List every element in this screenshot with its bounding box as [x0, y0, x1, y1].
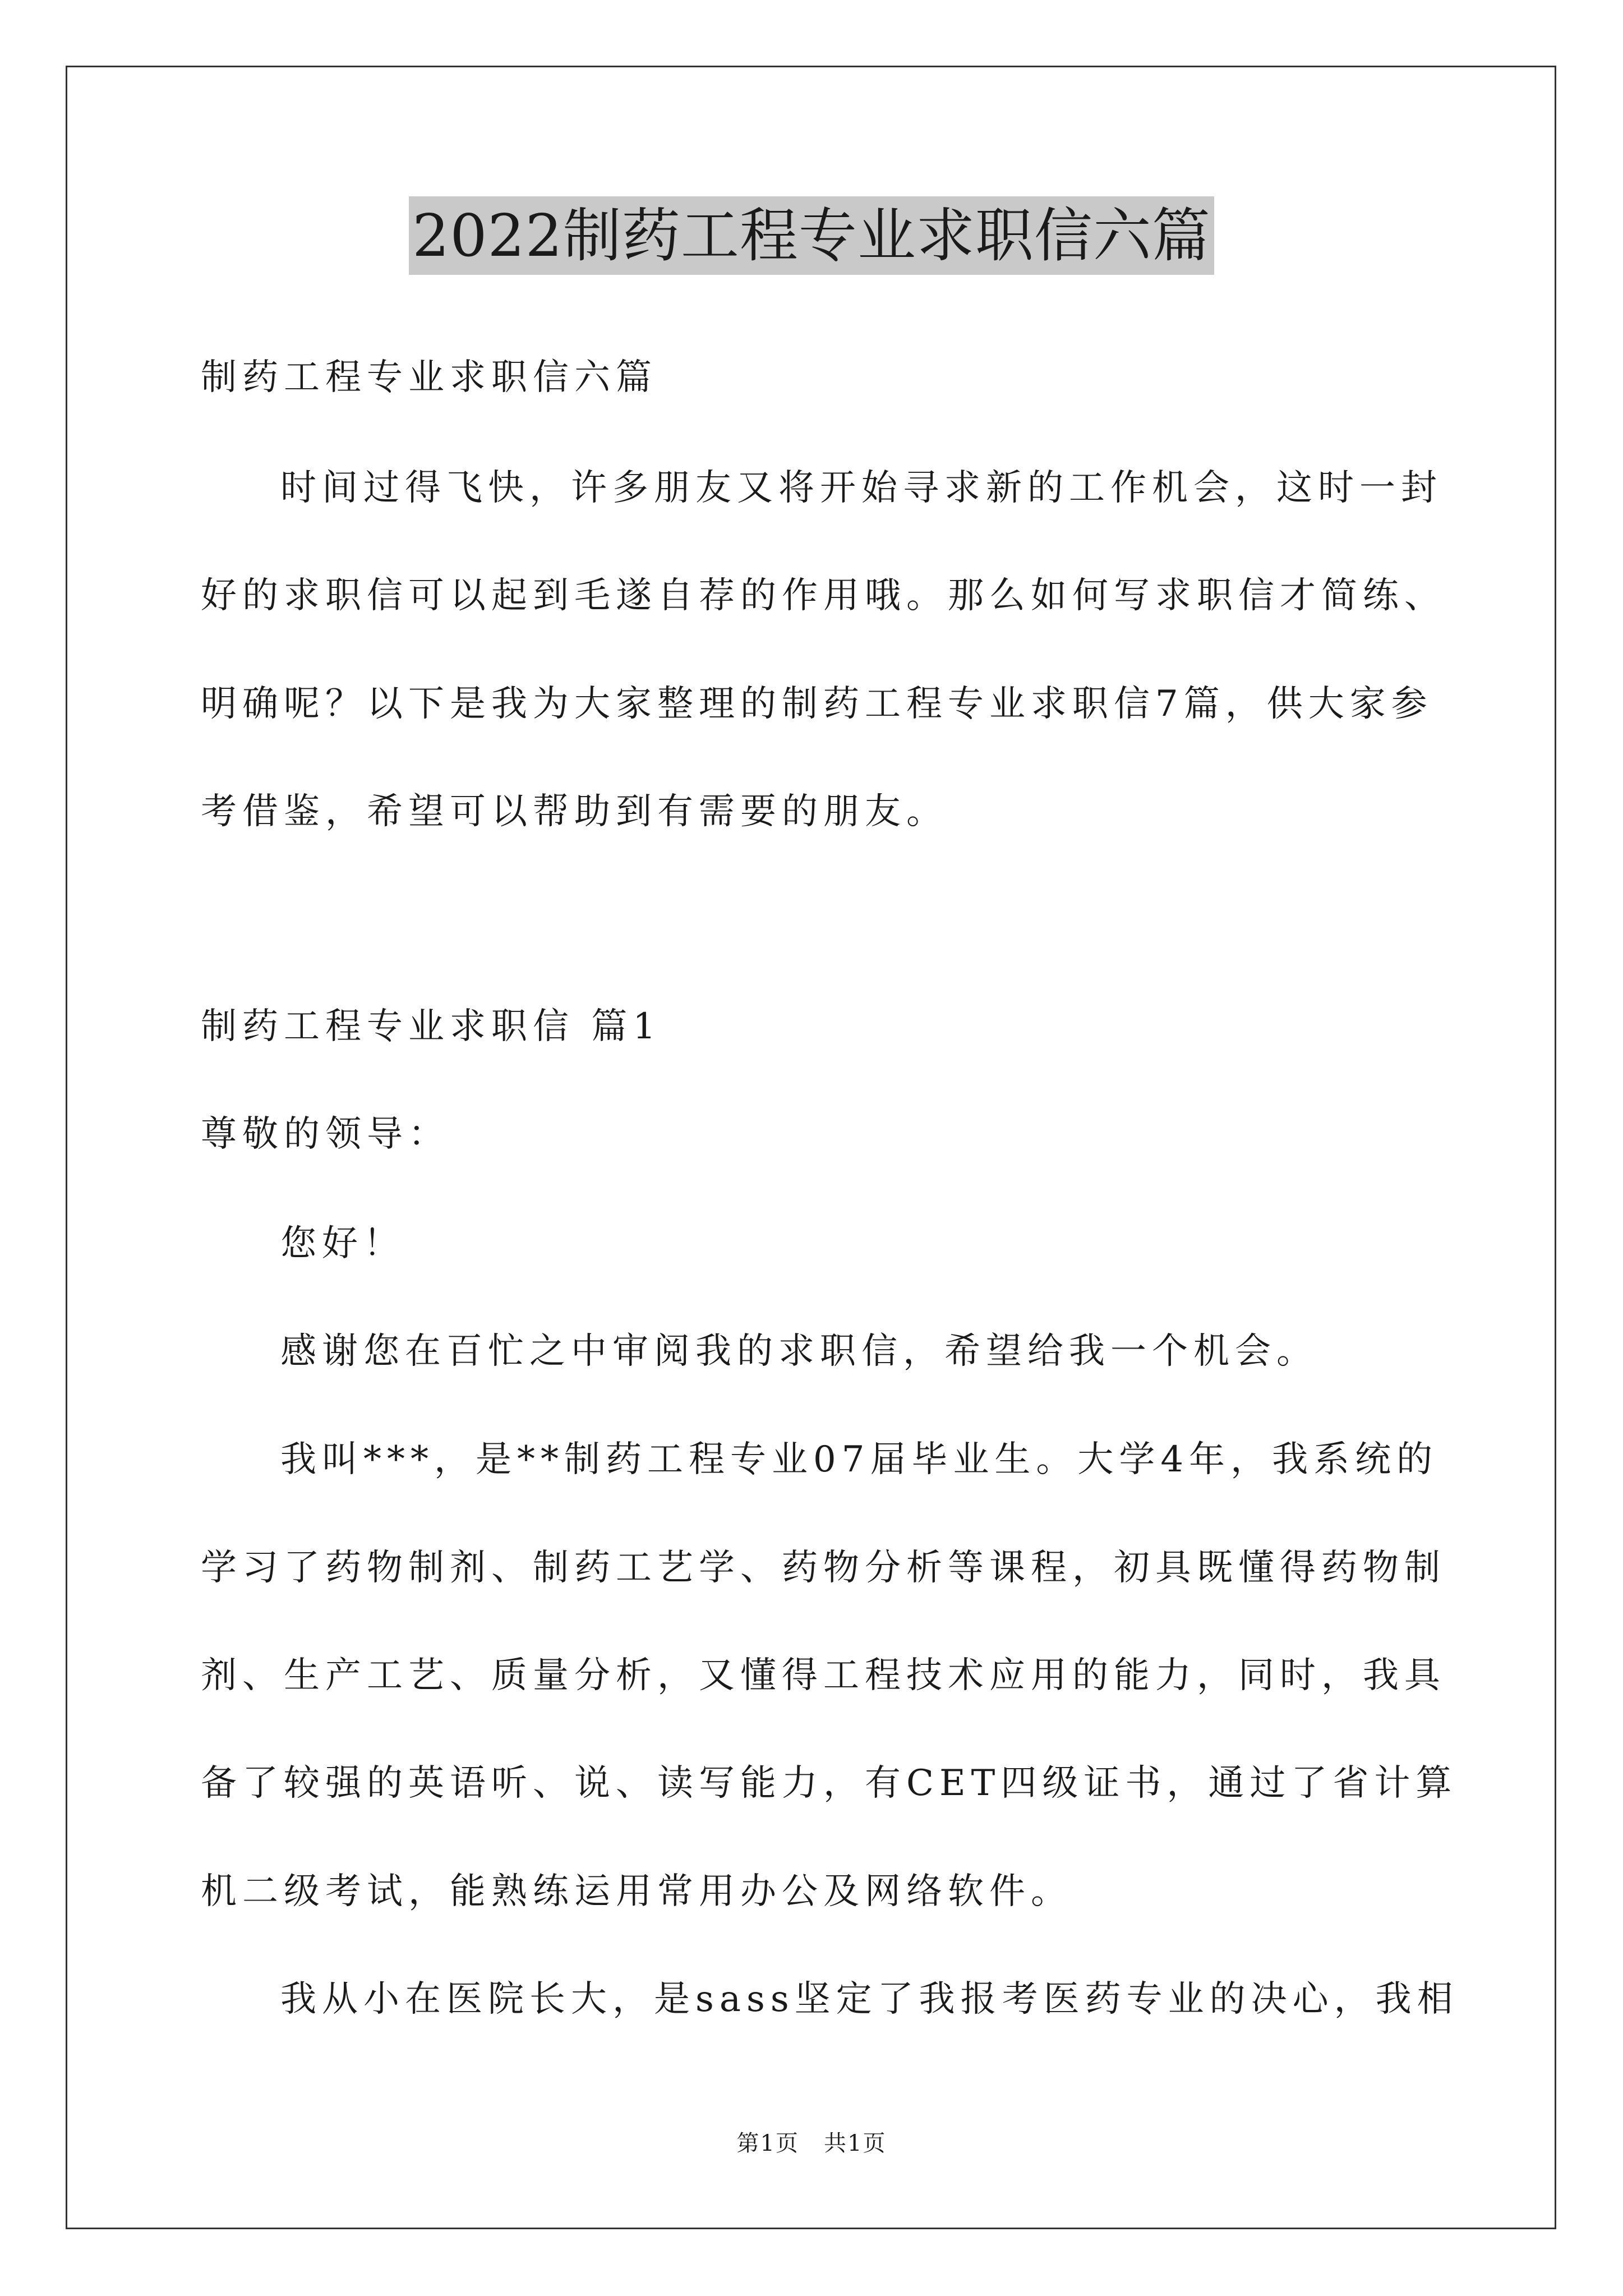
- body-line-1: 我叫***，是**制药工程专业07届毕业生。大学4年，我系统的: [280, 1439, 1438, 1480]
- page-number: 第1页: [736, 2131, 799, 2156]
- body-line-6: 我从小在医院长大，是sass坚定了我报考医药专业的决心，我相: [280, 1978, 1459, 2020]
- body-line-5: 机二级考试，能熟练运用常用办公及网络软件。: [201, 1871, 1072, 1912]
- section-heading: 制药工程专业求职信 篇1: [201, 1006, 662, 1047]
- page-total: 共1页: [824, 2131, 887, 2156]
- intro-line-2: 好的求职信可以起到毛遂自荐的作用哦。那么如何写求职信才简练、: [201, 575, 1446, 616]
- document-title: 2022制药工程专业求职信六篇: [409, 196, 1214, 275]
- greeting: 您好！: [280, 1223, 405, 1264]
- body-line-2: 学习了药物制剂、制药工艺学、药物分析等课程，初具既懂得药物制: [201, 1547, 1446, 1589]
- intro-line-4: 考借鉴，希望可以帮助到有需要的朋友。: [201, 791, 948, 832]
- subtitle: 制药工程专业求职信六篇: [201, 357, 657, 398]
- salutation: 尊敬的领导：: [201, 1114, 450, 1155]
- intro-line-1: 时间过得飞快，许多朋友又将开始寻求新的工作机会，这时一封: [280, 467, 1442, 509]
- thanks-line: 感谢您在百忙之中审阅我的求职信，希望给我一个机会。: [280, 1331, 1318, 1372]
- title-container: [0, 196, 1623, 275]
- intro-line-3: 明确呢？以下是我为大家整理的制药工程专业求职信7篇，供大家参: [201, 683, 1433, 725]
- page-footer: [0, 2129, 1623, 2158]
- body-line-4: 备了较强的英语听、说、读写能力，有CET四级证书，通过了省计算: [201, 1763, 1458, 1804]
- body-line-3: 剂、生产工艺、质量分析，又懂得工程技术应用的能力，同时，我具: [201, 1655, 1446, 1696]
